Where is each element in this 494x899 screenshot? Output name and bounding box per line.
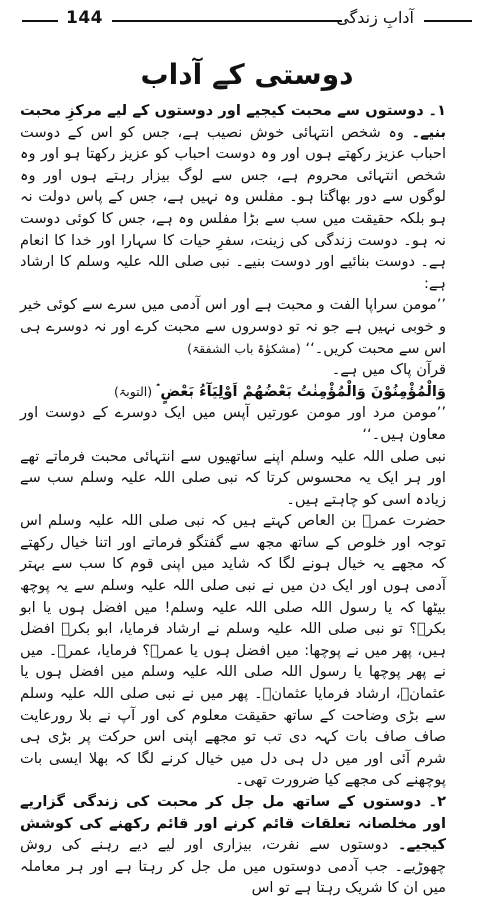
paragraph-1 xyxy=(20,100,474,294)
chapter-title: دوستی کے آداب xyxy=(140,58,354,91)
paragraph-2 xyxy=(20,791,474,899)
paragraph-text: دوستوں سے نفرت، بیزاری اور لیے دیے رہنے کی روش چھوڑیے۔ جب آدمی دوستوں میں مل جل کر رہتا ہے اور ہر معاملہ میں ان کا شریک رہتا ہے تو اس xyxy=(20,836,446,897)
page-body xyxy=(20,100,474,899)
page-header xyxy=(22,8,472,34)
verse-reference: (التوبۃ) xyxy=(114,383,153,399)
translation-text: ’’مومن مرد اور مومن عورتیں آپس میں ایک دوسرے کے دوست اور معاون ہیں۔‘‘ xyxy=(20,404,446,443)
header-rule-middle xyxy=(112,20,342,22)
paragraph-number: ۱۔ xyxy=(428,102,446,119)
quran-verse xyxy=(20,381,474,403)
intro-text: قرآن پاک میں ہے۔ xyxy=(331,361,446,379)
quran-intro xyxy=(20,359,474,381)
paragraph-prophet-love xyxy=(20,446,474,511)
header-rule-left xyxy=(22,20,58,22)
header-rule-right xyxy=(424,20,472,22)
paragraph-number: ۲۔ xyxy=(428,793,446,810)
arabic-verse: وَالْمُؤْمِنُوْنَ وَالْمُؤْمِنٰتُ بَعْضُهُمْ اَوْلِيَآءُ بَعْضٍ ۘ xyxy=(156,382,446,400)
quote-text: ’’مومن سراپا الفت و محبت ہے اور اس آدمی میں سرے سے کوئی خیر و خوبی نہیں ہے جو نہ تو دوسروں سے محبت کرے اور نہ دوسرے ہی اس سے محبت کریں۔‘‘ xyxy=(20,296,446,357)
paragraph-amr-narration xyxy=(20,510,474,791)
page-number: 144 xyxy=(66,8,103,28)
paragraph-lead: دوستوں سے محبت کیجیے اور دوستوں کے لیے مرکزِ محبت بنیے۔ xyxy=(20,102,447,141)
paragraph-text: حضرت عمرؓ بن العاص کہتے ہیں کہ نبی صلی اللہ علیہ وسلم اس توجہ اور خلوص کے ساتھ مجھ سے گفتگو فرماتے اور اتنا خیال رکھتے کہ مجھے یہ خیال ہونے لگا کہ شاید میں اپنی قوم کا سب سے بہتر آدمی ہوں اور ایک دن میں نے نبی صلی اللہ علیہ وسلم سے یہ پوچھ بیٹھا کہ یا رسول اللہ صلی اللہ علیہ وسلم! میں افضل ہوں یا ابو بکرؓ؟ تو نبی صلی اللہ علیہ وسلم نے ارشاد فرمایا، ابو بکرؓ افضل ہیں، پھر میں نے پوچھا: میں افضل ہوں یا عمرؓ؟ فرمایا، عمرؓ۔ میں نے پھر پوچھا یا رسول اللہ صلی اللہ علیہ وسلم میں افضل ہوں یا عثمانؓ، ارشاد فرمایا عثمانؓ۔ پھر میں نے نبی صلی اللہ علیہ وسلم سے بڑی وضاحت کے ساتھ حقیقت معلوم کی اور آپ نے بلا رورعایت صاف صاف بات کہہ دی تب تو مجھے اپنی اس حرکت پر بڑی ہی شرم آئی اور میں دل ہی دل میں خیال کرنے لگا کہ بھلا ایسی بات پوچھنے کی مجھے کیا ضرورت تھی۔ xyxy=(20,512,446,789)
paragraph-text: نبی صلی اللہ علیہ وسلم اپنے ساتھیوں سے انتہائی محبت فرماتے تھے اور ہر ایک یہ محسوس کرتا کہ نبی صلی اللہ علیہ وسلم سب سے زیادہ اسی کو چاہتے ہیں۔ xyxy=(20,447,446,508)
hadith-quote xyxy=(20,294,474,359)
paragraph-text: وہ شخص انتہائی خوش نصیب ہے، جس کو اس کے دوست احباب عزیز رکھتے ہوں اور وہ دوست احباب کو عزیز رکھتا ہو اور وہ شخص انتہائی محروم ہے، جس سے لوگ بیزار رہتے ہوں اور وہ لوگوں سے دور بھاگتا ہو۔ مفلس وہ نہیں ہے، جس کے پاس دولت نہ ہو بلکہ حقیقت میں سب سے بڑا مفلس وہ ہے، جس کا کوئی دوست نہ ہو۔ دوست زندگی کی زینت، سفرِ حیات کا سہارا اور خدا کا انعام ہے۔ دوست بنائیے اور دوست بنیے۔ نبی صلی اللہ علیہ وسلم کا ارشاد ہے: xyxy=(20,123,446,292)
quote-reference: (مشکوٰۃ باب الشفقۃ) xyxy=(187,340,301,356)
verse-translation xyxy=(20,402,474,445)
running-title: آدابِ زندگی xyxy=(336,8,414,27)
paragraph-lead: دوستوں کے ساتھ مل جل کر محبت کی زندگی گزاریے اور مخلصانہ تعلقات قائم کرنے اور قائم رکھنے کی کوشش کیجیے۔ xyxy=(20,793,446,854)
